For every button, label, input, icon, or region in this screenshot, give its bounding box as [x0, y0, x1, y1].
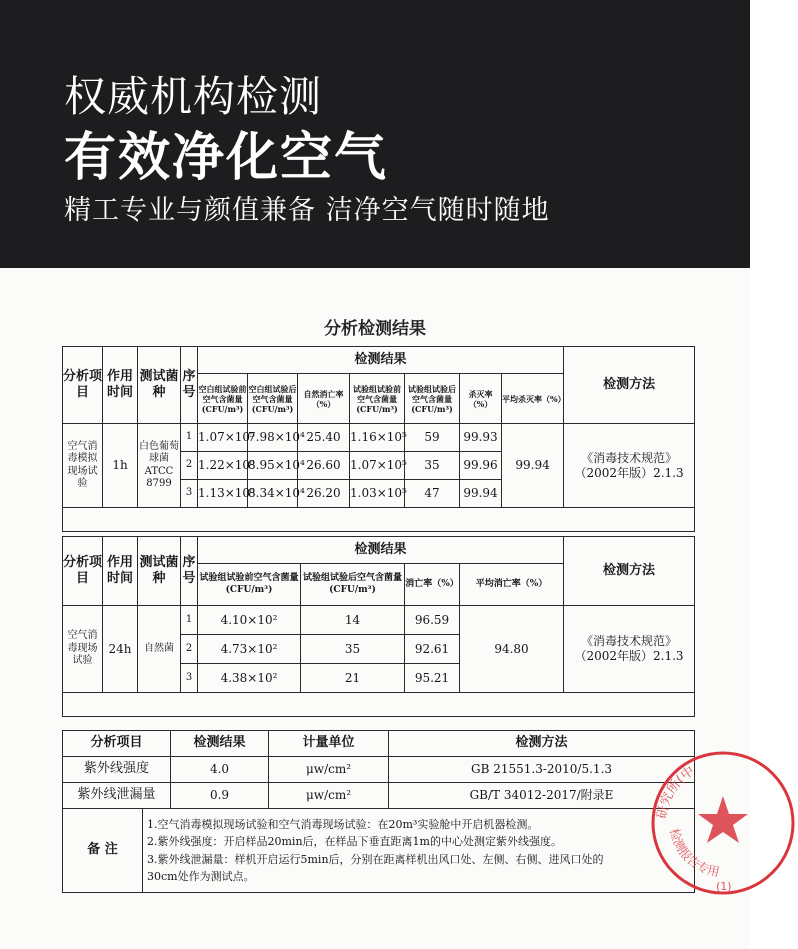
- method-line-1: 《消毒技术规范》: [581, 634, 678, 648]
- row-spacer: [63, 508, 695, 532]
- value-cell: 25.40: [298, 424, 350, 452]
- item-cell: 空气消毒模拟现场试验: [63, 424, 103, 508]
- report-section: [0, 268, 750, 949]
- hero-banner: [0, 0, 750, 268]
- unit-cell: μw/cm²: [269, 757, 389, 783]
- subheader-blank-after: 空白组试验后空气含菌量(CFU/m³): [248, 374, 298, 424]
- value-cell: 59: [405, 424, 460, 452]
- uv-test-table: [62, 730, 695, 893]
- value-cell: 4.10×10²: [198, 606, 301, 635]
- notes-cell: [143, 809, 695, 893]
- value-cell: 96.59: [405, 606, 460, 635]
- value-cell: 26.60: [298, 452, 350, 480]
- notes-label: 备 注: [63, 809, 143, 893]
- header-item: 分析项目: [63, 347, 103, 424]
- seq-cell: 1: [181, 424, 198, 452]
- time-cell: 24h: [103, 606, 138, 693]
- subheader-kill-rate: 杀灭率（%）: [460, 374, 502, 424]
- value-cell: 1.22×10⁵: [198, 452, 248, 480]
- results-table-24h: [62, 536, 695, 717]
- value-cell: 35: [405, 452, 460, 480]
- header-method: 检测方法: [564, 537, 695, 606]
- note-line-4: 30cm处作为测试点。: [147, 869, 255, 883]
- item-cell: 空气消毒现场试验: [63, 606, 103, 693]
- value-cell: 8.95×10⁴: [248, 452, 298, 480]
- subheader-test-before: 试验组试验前空气含菌量(CFU/m³): [350, 374, 405, 424]
- hero-headline: 有效净化空气: [64, 128, 389, 188]
- value-cell: 8.34×10⁴: [248, 480, 298, 508]
- note-line-2: 2.紫外线强度：开启样品20min后，在样品下垂直距离1m的中心处测定紫外线强度。: [147, 835, 562, 849]
- subheader-avg-kill-rate: 平均杀灭率（%）: [502, 374, 564, 424]
- stamp-star-icon: [698, 796, 748, 843]
- seq-cell: 1: [181, 606, 198, 635]
- subheader-death-rate: 消亡率（%）: [405, 564, 460, 606]
- seq-cell: 2: [181, 635, 198, 664]
- header-seq: 序号: [181, 537, 198, 606]
- header-results: 检测结果: [198, 347, 564, 374]
- seq-cell: 3: [181, 480, 198, 508]
- header-item: 分析项目: [63, 731, 171, 757]
- method-cell: GB 21551.3-2010/5.1.3: [389, 757, 695, 783]
- method-line-2: （2002年版）2.1.3: [574, 649, 684, 663]
- value-cell: 26.20: [298, 480, 350, 508]
- note-line-3: 3.紫外线泄漏量：样机开启运行5min后，分别在距离样机出风口处、左侧、右侧、进风口处的: [147, 852, 604, 866]
- uv-intensity-label: 紫外线强度: [63, 757, 171, 783]
- note-line-1: 1.空气消毒模拟现场试验和空气消毒现场试验：在20m³实验舱中开启机器检测。: [147, 818, 539, 832]
- value-cell: 47: [405, 480, 460, 508]
- value-cell: 1.03×10⁵: [350, 480, 405, 508]
- uv-leakage-label: 紫外线泄漏量: [63, 783, 171, 809]
- method-line-1: 《消毒技术规范》: [581, 450, 678, 465]
- header-results: 检测结果: [198, 537, 564, 564]
- subheader-natural-rate: 自然消亡率（%）: [298, 374, 350, 424]
- stamp-text-bottom: 检测报告专用: [667, 827, 721, 880]
- method-cell: [564, 424, 695, 508]
- subheader-blank-before: 空白组试验前空气含菌量(CFU/m³): [198, 374, 248, 424]
- value-cell: 7.98×10⁴: [248, 424, 298, 452]
- header-unit: 计量单位: [269, 731, 389, 757]
- value-cell: 1.16×10⁵: [350, 424, 405, 452]
- value-cell: 1.13×10⁵: [198, 480, 248, 508]
- method-line-2: （2002年版）2.1.3: [574, 465, 684, 480]
- strain-cell: 白色葡萄球菌ATCC 8799: [138, 424, 181, 508]
- subheader-test-after: 试验组试验后空气含菌量(CFU/m³): [301, 564, 405, 606]
- value-cell: 0.9: [171, 783, 269, 809]
- value-cell: 99.94: [460, 480, 502, 508]
- value-cell: 99.93: [460, 424, 502, 452]
- hero-subtitle: 精工专业与颜值兼备 洁净空气随时随地: [64, 195, 550, 226]
- value-cell: 4.38×10²: [198, 664, 301, 693]
- value-cell: 14: [301, 606, 405, 635]
- header-time: 作用时间: [103, 537, 138, 606]
- header-method: 检测方法: [389, 731, 695, 757]
- subheader-avg-death-rate: 平均消亡率（%）: [460, 564, 564, 606]
- header-seq: 序号: [181, 347, 198, 424]
- value-cell: 1.07×10⁵: [350, 452, 405, 480]
- value-cell: 35: [301, 635, 405, 664]
- official-stamp: [648, 748, 798, 898]
- header-result: 检测结果: [171, 731, 269, 757]
- header-strain: 测试菌种: [138, 537, 181, 606]
- header-method: 检测方法: [564, 347, 695, 424]
- hero-title: 权威机构检测: [64, 72, 323, 121]
- header-time: 作用时间: [103, 347, 138, 424]
- value-cell: 99.96: [460, 452, 502, 480]
- subheader-test-before: 试验组试验前空气含菌量(CFU/m³): [198, 564, 301, 606]
- seq-cell: 2: [181, 452, 198, 480]
- row-spacer: [63, 693, 695, 717]
- value-cell: 21: [301, 664, 405, 693]
- time-cell: 1h: [103, 424, 138, 508]
- report-title: 分析检测结果: [324, 319, 426, 339]
- stamp-text-top: 研究所(中: [654, 763, 698, 821]
- value-cell: 4.73×10²: [198, 635, 301, 664]
- stamp-number: (1): [716, 880, 732, 893]
- header-item: 分析项目: [63, 537, 103, 606]
- method-cell: [564, 606, 695, 693]
- value-cell: 95.21: [405, 664, 460, 693]
- results-table-1h: [62, 346, 695, 532]
- value-cell: 92.61: [405, 635, 460, 664]
- subheader-test-after: 试验组试验后空气含菌量(CFU/m³): [405, 374, 460, 424]
- header-strain: 测试菌种: [138, 347, 181, 424]
- value-cell: 4.0: [171, 757, 269, 783]
- avg-cell: 94.80: [460, 606, 564, 693]
- unit-cell: μw/cm²: [269, 783, 389, 809]
- strain-cell: 自然菌: [138, 606, 181, 693]
- value-cell: 1.07×10⁵: [198, 424, 248, 452]
- avg-cell: 99.94: [502, 424, 564, 508]
- seq-cell: 3: [181, 664, 198, 693]
- method-cell: GB/T 34012-2017/附录E: [389, 783, 695, 809]
